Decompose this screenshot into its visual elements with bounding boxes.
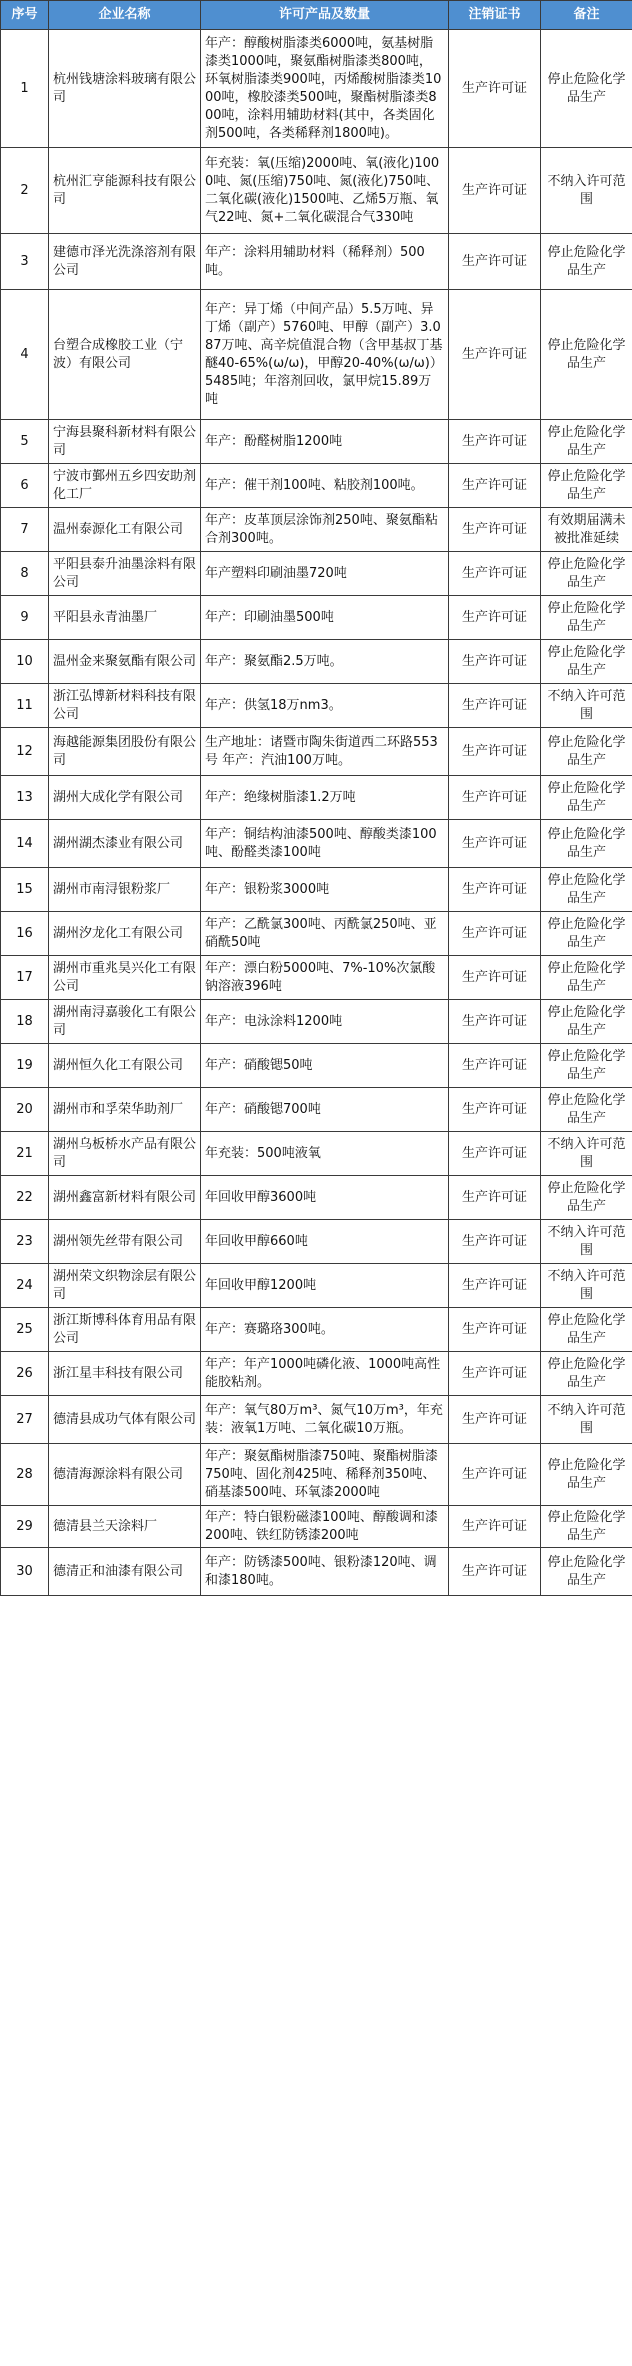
cancelled-certificate: 生产许可证 — [449, 1000, 541, 1044]
remark: 停止危险化学品生产 — [541, 820, 632, 868]
company-name: 浙江弘博新材料科技有限公司 — [49, 684, 201, 728]
table-row — [1, 1396, 632, 1444]
cancelled-certificate: 生产许可证 — [449, 508, 541, 552]
product-quantity: 年产：铜结构油漆500吨、醇酸类漆100吨、酚醛类漆100吨 — [201, 820, 449, 868]
product-quantity: 年产：催干剂100吨、粘胶剂100吨。 — [201, 464, 449, 508]
remark: 停止危险化学品生产 — [541, 912, 632, 956]
table-row — [1, 776, 632, 820]
cancelled-certificate: 生产许可证 — [449, 820, 541, 868]
remark: 停止危险化学品生产 — [541, 1506, 632, 1548]
remark: 停止危险化学品生产 — [541, 1308, 632, 1352]
cancelled-certificate: 生产许可证 — [449, 596, 541, 640]
company-name: 湖州领先丝带有限公司 — [49, 1220, 201, 1264]
remark: 停止危险化学品生产 — [541, 1088, 632, 1132]
remark: 停止危险化学品生产 — [541, 1044, 632, 1088]
remark: 停止危险化学品生产 — [541, 776, 632, 820]
row-number: 8 — [1, 552, 49, 596]
company-name: 平阳县泰升油墨涂料有限公司 — [49, 552, 201, 596]
cancelled-certificate: 生产许可证 — [449, 1308, 541, 1352]
cancelled-certificate: 生产许可证 — [449, 684, 541, 728]
cancelled-certificate: 生产许可证 — [449, 912, 541, 956]
table-row — [1, 596, 632, 640]
table-row — [1, 148, 632, 234]
remark: 停止危险化学品生产 — [541, 956, 632, 1000]
company-name: 海越能源集团股份有限公司 — [49, 728, 201, 776]
row-number: 20 — [1, 1088, 49, 1132]
product-quantity: 年产：绝缘树脂漆1.2万吨 — [201, 776, 449, 820]
table-row — [1, 1352, 632, 1396]
product-quantity: 年产：赛璐珞300吨。 — [201, 1308, 449, 1352]
product-quantity: 年产：醇酸树脂漆类6000吨，氨基树脂漆类1000吨，聚氨酯树脂漆类800吨，环氧树脂漆类900吨，丙烯酸树脂漆类1000吨，橡胶漆类500吨，聚酯树脂漆类800吨，涂料用辅助材料(其中，各类固化剂500吨，各类稀释剂1800吨)。 — [201, 30, 449, 148]
cancelled-certificate: 生产许可证 — [449, 234, 541, 290]
remark: 停止危险化学品生产 — [541, 640, 632, 684]
remark: 停止危险化学品生产 — [541, 1548, 632, 1596]
row-number: 16 — [1, 912, 49, 956]
company-name: 湖州鑫富新材料有限公司 — [49, 1176, 201, 1220]
row-number: 30 — [1, 1548, 49, 1596]
company-name: 温州金来聚氨酯有限公司 — [49, 640, 201, 684]
product-quantity: 年产：异丁烯（中间产品）5.5万吨、异丁烯（副产）5760吨、甲醇（副产）3.087万吨、高辛烷值混合物（含甲基叔丁基醚40-65%(ω/ω)，甲醇20-40%(ω/ω)）5485吨；年溶剂回收，氯甲烷15.89万吨 — [201, 290, 449, 420]
row-number: 13 — [1, 776, 49, 820]
row-number: 9 — [1, 596, 49, 640]
header-product: 许可产品及数量 — [201, 1, 449, 30]
header-note: 备注 — [541, 1, 632, 30]
cancelled-certificate: 生产许可证 — [449, 1132, 541, 1176]
header-row — [1, 1, 632, 30]
row-number: 10 — [1, 640, 49, 684]
product-quantity: 年回收甲醇660吨 — [201, 1220, 449, 1264]
company-name: 湖州乌板桥水产品有限公司 — [49, 1132, 201, 1176]
product-quantity: 年产：漂白粉5000吨、7%-10%次氯酸钠溶液396吨 — [201, 956, 449, 1000]
remark: 不纳入许可范围 — [541, 148, 632, 234]
cancelled-certificate: 生产许可证 — [449, 1506, 541, 1548]
product-quantity: 年产塑料印刷油墨720吨 — [201, 552, 449, 596]
table-row — [1, 420, 632, 464]
product-quantity: 年回收甲醇3600吨 — [201, 1176, 449, 1220]
cancelled-certificate: 生产许可证 — [449, 1044, 541, 1088]
row-number: 4 — [1, 290, 49, 420]
product-quantity: 年回收甲醇1200吨 — [201, 1264, 449, 1308]
company-name: 平阳县永青油墨厂 — [49, 596, 201, 640]
company-name: 湖州市南浔银粉浆厂 — [49, 868, 201, 912]
product-quantity: 年产：酚醛树脂1200吨 — [201, 420, 449, 464]
table-row — [1, 1444, 632, 1506]
company-name: 建德市泽光洗涤溶剂有限公司 — [49, 234, 201, 290]
company-name: 杭州钱塘涂料玻璃有限公司 — [49, 30, 201, 148]
table-row — [1, 1264, 632, 1308]
product-quantity: 年产：皮革顶层涂饰剂250吨、聚氨酯粘合剂300吨。 — [201, 508, 449, 552]
header-company: 企业名称 — [49, 1, 201, 30]
header-cert: 注销证书 — [449, 1, 541, 30]
cancelled-certificate: 生产许可证 — [449, 1352, 541, 1396]
cancelled-certificate: 生产许可证 — [449, 30, 541, 148]
table-row — [1, 1220, 632, 1264]
remark: 停止危险化学品生产 — [541, 1444, 632, 1506]
company-name: 湖州南浔嘉骏化工有限公司 — [49, 1000, 201, 1044]
cancelled-certificate: 生产许可证 — [449, 1548, 541, 1596]
table-row — [1, 464, 632, 508]
table-row — [1, 640, 632, 684]
cancelled-certificate: 生产许可证 — [449, 1176, 541, 1220]
row-number: 17 — [1, 956, 49, 1000]
header-no: 序号 — [1, 1, 49, 30]
company-name: 德清正和油漆有限公司 — [49, 1548, 201, 1596]
company-name: 杭州汇亨能源科技有限公司 — [49, 148, 201, 234]
product-quantity: 年产：印刷油墨500吨 — [201, 596, 449, 640]
company-name: 温州泰源化工有限公司 — [49, 508, 201, 552]
company-name: 浙江星丰科技有限公司 — [49, 1352, 201, 1396]
remark: 停止危险化学品生产 — [541, 728, 632, 776]
cancelled-certificate: 生产许可证 — [449, 1396, 541, 1444]
product-quantity: 年充装：氧(压缩)2000吨、氧(液化)1000吨、氮(压缩)750吨、氮(液化)750吨、二氧化碳(液化)1500吨、乙烯5万瓶、氧气22吨、氮+二氧化碳混合气330吨 — [201, 148, 449, 234]
table-row — [1, 1044, 632, 1088]
company-name: 德清海源涂料有限公司 — [49, 1444, 201, 1506]
remark: 停止危险化学品生产 — [541, 290, 632, 420]
table-row — [1, 290, 632, 420]
row-number: 26 — [1, 1352, 49, 1396]
table-row — [1, 1132, 632, 1176]
table-row — [1, 868, 632, 912]
table-row — [1, 1000, 632, 1044]
table-body — [1, 30, 632, 1596]
row-number: 21 — [1, 1132, 49, 1176]
remark: 停止危险化学品生产 — [541, 234, 632, 290]
product-quantity: 年产：聚氨酯2.5万吨。 — [201, 640, 449, 684]
company-name: 湖州汐龙化工有限公司 — [49, 912, 201, 956]
company-name: 湖州湖杰漆业有限公司 — [49, 820, 201, 868]
row-number: 23 — [1, 1220, 49, 1264]
cancelled-certificate: 生产许可证 — [449, 776, 541, 820]
row-number: 29 — [1, 1506, 49, 1548]
table-row — [1, 552, 632, 596]
company-name: 德清县兰天涂料厂 — [49, 1506, 201, 1548]
remark: 停止危险化学品生产 — [541, 30, 632, 148]
company-name: 宁海县聚科新材料有限公司 — [49, 420, 201, 464]
product-quantity: 年产：硝酸锶700吨 — [201, 1088, 449, 1132]
product-quantity: 年产：特白银粉磁漆100吨、醇酸调和漆200吨、铁红防锈漆200吨 — [201, 1506, 449, 1548]
company-name: 湖州市重兆昊兴化工有限公司 — [49, 956, 201, 1000]
row-number: 3 — [1, 234, 49, 290]
row-number: 28 — [1, 1444, 49, 1506]
cancelled-certificate: 生产许可证 — [449, 420, 541, 464]
company-name: 湖州荣文织物涂层有限公司 — [49, 1264, 201, 1308]
remark: 停止危险化学品生产 — [541, 464, 632, 508]
cancelled-certificate: 生产许可证 — [449, 1264, 541, 1308]
product-quantity: 年充装：500吨液氧 — [201, 1132, 449, 1176]
row-number: 2 — [1, 148, 49, 234]
cancelled-certificate: 生产许可证 — [449, 148, 541, 234]
company-name: 湖州大成化学有限公司 — [49, 776, 201, 820]
cancelled-certificate: 生产许可证 — [449, 552, 541, 596]
row-number: 19 — [1, 1044, 49, 1088]
remark: 不纳入许可范围 — [541, 1264, 632, 1308]
cancelled-certificate: 生产许可证 — [449, 290, 541, 420]
row-number: 24 — [1, 1264, 49, 1308]
table-row — [1, 912, 632, 956]
cancelled-certificate: 生产许可证 — [449, 1444, 541, 1506]
table-row — [1, 1506, 632, 1548]
product-quantity: 年产：防锈漆500吨、银粉漆120吨、调和漆180吨。 — [201, 1548, 449, 1596]
company-name: 台塑合成橡胶工业（宁波）有限公司 — [49, 290, 201, 420]
product-quantity: 年产：年产1000吨磷化液、1000吨高性能胶粘剂。 — [201, 1352, 449, 1396]
remark: 停止危险化学品生产 — [541, 1176, 632, 1220]
remark: 停止危险化学品生产 — [541, 552, 632, 596]
remark: 停止危险化学品生产 — [541, 1352, 632, 1396]
product-quantity: 年产：聚氨酯树脂漆750吨、聚酯树脂漆750吨、固化剂425吨、稀释剂350吨、硝基漆500吨、环氧漆2000吨 — [201, 1444, 449, 1506]
table-row — [1, 1308, 632, 1352]
table-row — [1, 234, 632, 290]
remark: 不纳入许可范围 — [541, 1396, 632, 1444]
row-number: 6 — [1, 464, 49, 508]
row-number: 27 — [1, 1396, 49, 1444]
product-quantity: 年产：供氢18万nm3。 — [201, 684, 449, 728]
row-number: 5 — [1, 420, 49, 464]
product-quantity: 年产：氧气80万m³、氮气10万m³，年充装：液氧1万吨、二氧化碳10万瓶。 — [201, 1396, 449, 1444]
row-number: 18 — [1, 1000, 49, 1044]
row-number: 14 — [1, 820, 49, 868]
row-number: 25 — [1, 1308, 49, 1352]
remark: 不纳入许可范围 — [541, 1220, 632, 1264]
product-quantity: 年产：硝酸锶50吨 — [201, 1044, 449, 1088]
remark: 停止危险化学品生产 — [541, 868, 632, 912]
cancelled-certificate: 生产许可证 — [449, 1220, 541, 1264]
row-number: 11 — [1, 684, 49, 728]
product-quantity: 生产地址：诸暨市陶朱街道西二环路553号 年产：汽油100万吨。 — [201, 728, 449, 776]
cancelled-certificate: 生产许可证 — [449, 464, 541, 508]
cancelled-certificate: 生产许可证 — [449, 956, 541, 1000]
remark: 停止危险化学品生产 — [541, 420, 632, 464]
table-row — [1, 1548, 632, 1596]
company-name: 浙江斯博科体育用品有限公司 — [49, 1308, 201, 1352]
row-number: 7 — [1, 508, 49, 552]
table-row — [1, 820, 632, 868]
table-row — [1, 508, 632, 552]
cancelled-certificate: 生产许可证 — [449, 728, 541, 776]
cancelled-certificate: 生产许可证 — [449, 640, 541, 684]
remark: 不纳入许可范围 — [541, 1132, 632, 1176]
company-name: 德清县成功气体有限公司 — [49, 1396, 201, 1444]
remark: 停止危险化学品生产 — [541, 596, 632, 640]
cancelled-certificate: 生产许可证 — [449, 868, 541, 912]
remark: 停止危险化学品生产 — [541, 1000, 632, 1044]
table-row — [1, 956, 632, 1000]
product-quantity: 年产：乙酰氯300吨、丙酰氯250吨、亚硝酰50吨 — [201, 912, 449, 956]
table-row — [1, 1088, 632, 1132]
row-number: 15 — [1, 868, 49, 912]
product-quantity: 年产：电泳涂料1200吨 — [201, 1000, 449, 1044]
product-quantity: 年产：银粉浆3000吨 — [201, 868, 449, 912]
table-row — [1, 728, 632, 776]
row-number: 1 — [1, 30, 49, 148]
cancelled-certificate: 生产许可证 — [449, 1088, 541, 1132]
table-row — [1, 30, 632, 148]
remark: 不纳入许可范围 — [541, 684, 632, 728]
company-name: 宁波市鄞州五乡四安助剂化工厂 — [49, 464, 201, 508]
company-name: 湖州恒久化工有限公司 — [49, 1044, 201, 1088]
table-row — [1, 684, 632, 728]
row-number: 12 — [1, 728, 49, 776]
table-row — [1, 1176, 632, 1220]
product-quantity: 年产：涂料用辅助材料（稀释剂）500吨。 — [201, 234, 449, 290]
company-name: 湖州市和孚荣华助剂厂 — [49, 1088, 201, 1132]
row-number: 22 — [1, 1176, 49, 1220]
remark: 有效期届满未被批准延续 — [541, 508, 632, 552]
